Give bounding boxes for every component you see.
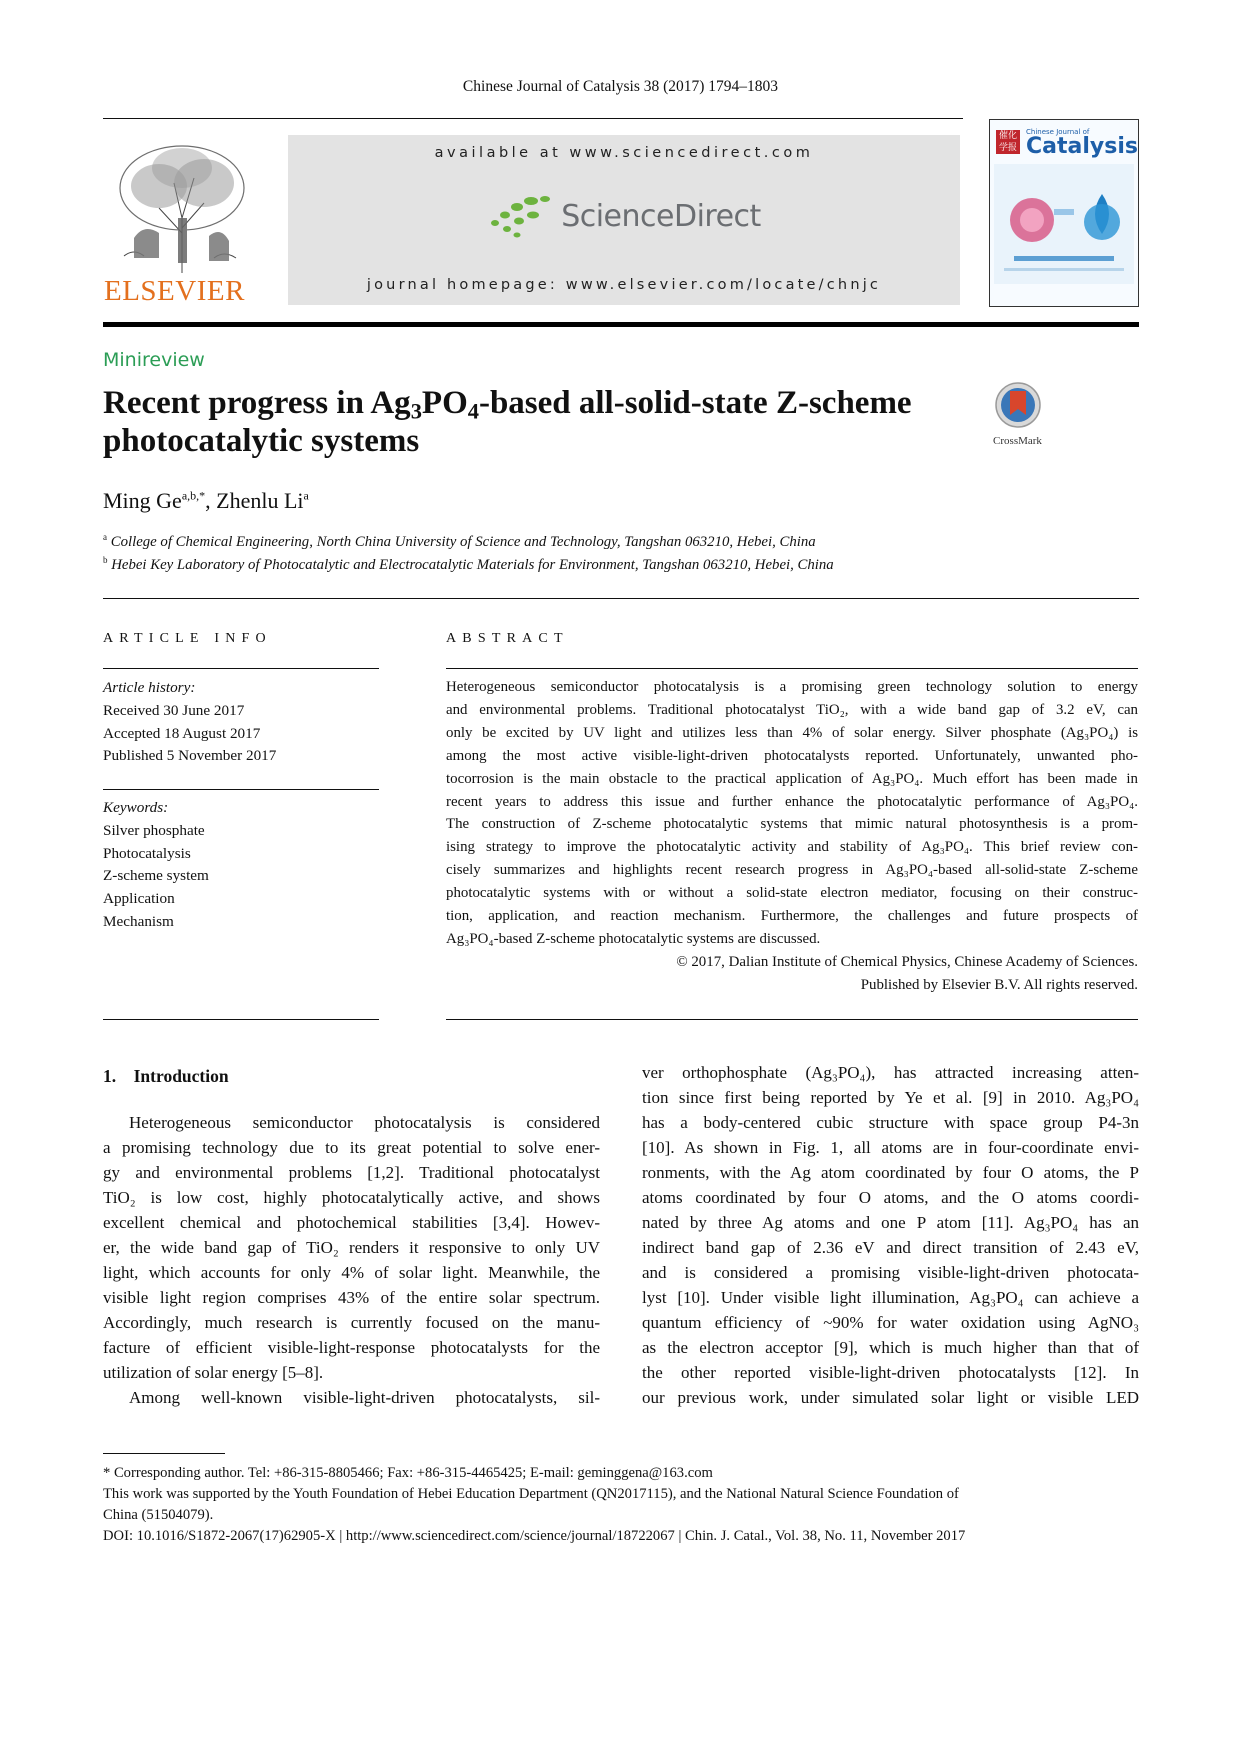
body-line: gy and environmental problems [1,2]. Traditional photocatalyst xyxy=(103,1163,600,1182)
keyword: Application xyxy=(103,890,175,908)
body-line: quantum efficiency of ~90% for water oxidation using AgNO₃ xyxy=(642,1313,1139,1332)
title-part: -based all-solid-state Z-scheme xyxy=(478,385,912,421)
body-line: the other reported visible-light-driven photocatalysts [12]. In xyxy=(642,1363,1139,1382)
body-line: ver orthophosphate (Ag₃PO₄), has attracted increasing atten- xyxy=(642,1063,1139,1082)
abstract-line: among the most active visible-light-driven photocatalysts reported. Unfortunately, unwanted pho- xyxy=(446,747,1138,764)
author-name[interactable]: Ming Ge xyxy=(103,488,182,513)
title-line-2: photocatalytic systems xyxy=(103,423,420,459)
body-line: facture of efficient visible-light-response photocatalysts for the xyxy=(103,1338,600,1357)
article-history xyxy=(103,677,379,768)
body-line: light, which accounts for only 4% of solar light. Meanwhile, the xyxy=(103,1263,600,1282)
header-rule xyxy=(103,118,963,119)
article-info-heading: ARTICLE INFO xyxy=(103,631,272,646)
body-line: Accordingly, much research is currently focused on the manu- xyxy=(103,1313,600,1332)
body-line: lyst [10]. Under visible light illumination, Ag₃PO₄ can achieve a xyxy=(642,1288,1139,1307)
header-thick-rule xyxy=(103,322,1139,327)
affiliation-b xyxy=(103,555,834,574)
journal-cover-image[interactable] xyxy=(989,119,1139,307)
body-line: nated by three Ag atoms and one P atom [11]. Ag₃PO₄ has an xyxy=(642,1213,1139,1232)
abstract-line: photocatalytic systems with or without a solid-state electron mediator, focusing on their construc- xyxy=(446,885,1138,902)
body-line: utilization of solar energy [5–8]. xyxy=(103,1363,324,1382)
body-line: [10]. As shown in Fig. 1, all atoms are in four-coordinate envi- xyxy=(642,1138,1139,1157)
info-rule xyxy=(103,1019,379,1020)
abstract-line: cisely summarizes and highlights recent research progress in Ag₃PO₄-based all-solid-state Z-scheme xyxy=(446,862,1138,879)
elsevier-tree-logo xyxy=(104,138,262,273)
author-affiliation-marker: a xyxy=(303,488,309,503)
sciencedirect-wordmark: ScienceDirect xyxy=(561,198,761,234)
cover-chinese-title: 催化学报 xyxy=(996,130,1020,154)
abstract-heading: ABSTRACT xyxy=(446,631,569,646)
footnote-rule xyxy=(103,1453,225,1454)
available-at-link[interactable]: available at www.sciencedirect.com xyxy=(434,145,814,161)
affiliation-a xyxy=(103,532,816,551)
elsevier-wordmark: ELSEVIER xyxy=(104,275,245,307)
keyword: Z-scheme system xyxy=(103,867,209,885)
body-line: TiO₂ is low cost, highly photocatalytically active, and shows xyxy=(103,1188,600,1207)
keyword: Mechanism xyxy=(103,912,174,930)
abstract-line: recent years to address this issue and further enhance the photocatalytic performance of Ag₃PO₄. xyxy=(446,793,1138,810)
doi-line[interactable]: DOI: 10.1016/S1872-2067(17)62905-X | http://www.sciencedirect.com/science/journal/18722067 | Chin. J. Catal., Vol. 38, No. 11, November 2017 xyxy=(103,1528,966,1544)
abstract-line: Heterogeneous semiconductor photocatalysis is a promising green technology solution to energy xyxy=(446,679,1138,695)
section-heading-introduction: 1. Introduction xyxy=(103,1066,229,1086)
abstract-line: tocorrosion is the main obstacle to the practical application of Ag₃PO₄. Much effort has been made in xyxy=(446,770,1138,787)
title-part: Recent progress in Ag xyxy=(103,385,411,421)
cover-title-small: Chinese Journal of xyxy=(1026,128,1090,136)
body-line: atoms coordinated by four O atoms, and the O atoms coordi- xyxy=(642,1188,1139,1207)
funding-note: This work was supported by the Youth Foundation of Hebei Education Department (QN2017115), and the National Natural Science Foundation of xyxy=(103,1486,959,1502)
crossmark-label: CrossMark xyxy=(993,435,1042,447)
cover-illustration xyxy=(994,164,1134,284)
abstract-line: tion, application, and reaction mechanism. Furthermore, the challenges and future prospects of xyxy=(446,908,1138,925)
accepted-date: Accepted 18 August 2017 xyxy=(103,724,261,742)
author-affiliation-marker: a,b,* xyxy=(181,488,206,503)
body-line: er, the wide band gap of TiO₂ renders it responsive to only UV xyxy=(103,1238,600,1257)
divider xyxy=(103,598,1139,599)
body-line: has a body-centered cubic structure with space group P4-3n xyxy=(642,1113,1139,1132)
body-line: excellent chemical and photochemical stabilities [3,4]. Howev- xyxy=(103,1213,600,1232)
title-sub: 3 xyxy=(410,398,422,424)
info-rule xyxy=(103,668,379,669)
body-line: Among well-known visible-light-driven photocatalysts, sil- xyxy=(129,1388,600,1407)
history-label: Article history: xyxy=(103,679,196,696)
crossmark-icon xyxy=(994,381,1042,429)
keyword: Photocatalysis xyxy=(103,844,191,862)
cover-title: Catalysis xyxy=(1026,134,1138,159)
copyright-line: © 2017, Dalian Institute of Chemical Physics, Chinese Academy of Sciences. xyxy=(676,953,1138,970)
author-name[interactable]: , Zhenlu Li xyxy=(205,488,304,513)
abstract-body xyxy=(446,676,1138,997)
published-date: Published 5 November 2017 xyxy=(103,747,277,765)
abstract-rule xyxy=(446,1019,1138,1020)
abstract-line: and environmental problems. Traditional photocatalyst TiO₂, with a wide band gap of 3.2 eV, can xyxy=(446,701,1138,718)
affiliation-text: College of Chemical Engineering, North China University of Science and Technology, Tangshan 063210, Hebei, China xyxy=(110,533,816,550)
received-date: Received 30 June 2017 xyxy=(103,701,245,719)
article-type-label: Minireview xyxy=(103,349,205,371)
body-column-right xyxy=(642,1060,1139,1410)
body-line: our previous work, under simulated solar light or visible LED xyxy=(642,1388,1139,1407)
title-part: PO xyxy=(421,385,468,421)
abstract-line: ising strategy to improve the photocatalytic activity and stability of Ag₃PO₄. This brief review con- xyxy=(446,839,1138,856)
body-line: a promising technology due to its great potential to solve ener- xyxy=(103,1138,600,1157)
sciencedirect-leaf-icon xyxy=(487,193,551,239)
abstract-line: The construction of Z-scheme photocatalytic systems that mimic natural photosynthesis is a prom- xyxy=(446,816,1138,833)
body-line: ronments, with the Ag atom coordinated by four O atoms, the P xyxy=(642,1163,1139,1182)
crossmark-badge[interactable] xyxy=(985,381,1050,447)
body-line: and is considered a promising visible-light-driven photocata- xyxy=(642,1263,1139,1282)
body-column-left xyxy=(103,1110,600,1410)
footnotes xyxy=(103,1463,1139,1547)
body-line: tion since first being reported by Ye et al. [9] in 2010. Ag₃PO₄ xyxy=(642,1088,1139,1107)
abstract-rule xyxy=(446,668,1138,669)
funding-note: China (51504079). xyxy=(103,1507,214,1523)
abstract-line: only be excited by UV light and utilizes less than 4% of solar energy. Silver phosphate (Ag₃PO₄) is xyxy=(446,724,1138,741)
affiliation-marker: b xyxy=(103,555,108,565)
title-sub: 4 xyxy=(467,398,479,424)
corresponding-author-note: * Corresponding author. Tel: +86-315-8805466; Fax: +86-315-4465425; E-mail: geminggena@163.com xyxy=(103,1465,713,1481)
body-line: as the electron acceptor [9], which is much higher than that of xyxy=(642,1338,1139,1357)
keywords-label: Keywords: xyxy=(103,799,169,816)
journal-homepage-link[interactable]: journal homepage: www.elsevier.com/locate/chnjc xyxy=(366,277,882,293)
keywords-block xyxy=(103,797,379,934)
body-line: visible light region comprises 43% of the entire solar spectrum. xyxy=(103,1288,600,1307)
sciencedirect-banner xyxy=(288,135,960,305)
abstract-line: Ag₃PO₄-based Z-scheme photocatalytic systems are discussed. xyxy=(446,930,821,947)
journal-citation: Chinese Journal of Catalysis 38 (2017) 1794–1803 xyxy=(462,78,779,95)
body-line: indirect band gap of 2.36 eV and direct transition of 2.43 eV, xyxy=(642,1238,1139,1257)
copyright-line: Published by Elsevier B.V. All rights reserved. xyxy=(860,976,1138,993)
sciencedirect-logo xyxy=(288,193,960,239)
affiliation-text: Hebei Key Laboratory of Photocatalytic and Electrocatalytic Materials for Environment, Tangshan 063210, Hebei, China xyxy=(111,556,834,573)
keyword: Silver phosphate xyxy=(103,821,205,839)
article-title xyxy=(103,384,983,460)
authors xyxy=(103,488,309,514)
info-rule xyxy=(103,789,379,790)
body-line: Heterogeneous semiconductor photocatalysis is considered xyxy=(129,1113,600,1132)
affiliation-marker: a xyxy=(103,532,107,542)
